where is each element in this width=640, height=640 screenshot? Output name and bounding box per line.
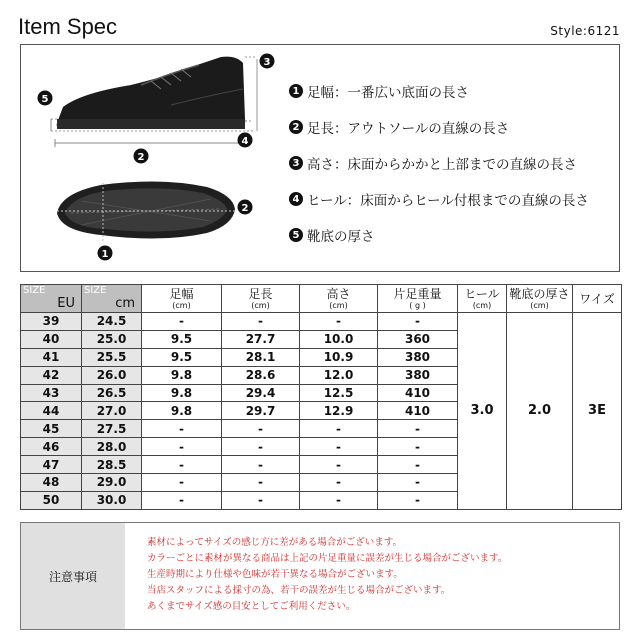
sole-cell: 2.0 <box>507 313 573 510</box>
marker-number: 1 <box>101 249 109 260</box>
cm-cell: 27.5 <box>82 420 142 438</box>
number-icon: 3 <box>289 156 303 170</box>
weight-cell: - <box>378 491 458 509</box>
cm-cell: 25.5 <box>82 348 142 366</box>
wise-cell: 3E <box>573 313 622 510</box>
width-cell: 9.5 <box>142 330 222 348</box>
cm-header: SIZE cm <box>82 285 142 313</box>
height-cell: 12.5 <box>300 384 378 402</box>
cm-cell: 28.0 <box>82 438 142 456</box>
size-table <box>20 284 622 510</box>
number-icon: 1 <box>289 84 303 98</box>
width-cell: 9.8 <box>142 366 222 384</box>
legend-text: ヒール：床面からヒール付根までの直線の長さ <box>307 193 589 209</box>
number-icon: 4 <box>289 192 303 206</box>
height-cell: 12.9 <box>300 402 378 420</box>
shoe-sole-view-icon <box>57 181 235 238</box>
legend-item <box>289 73 619 109</box>
marker-4-icon <box>238 133 253 148</box>
eu-cell: 48 <box>21 474 82 492</box>
width-cell: - <box>142 313 222 331</box>
legend-item <box>289 181 619 217</box>
width-cell: - <box>142 456 222 474</box>
height-cell: - <box>300 474 378 492</box>
width-cell: - <box>142 438 222 456</box>
notes-box <box>20 522 620 630</box>
eu-cell: 50 <box>21 491 82 509</box>
eu-cell: 43 <box>21 384 82 402</box>
cm-cell: 30.0 <box>82 491 142 509</box>
height-cell: - <box>300 491 378 509</box>
note-line: 当店スタッフによる採寸の為、若干の誤差が生じる場合がございます。 <box>147 585 451 596</box>
table-row <box>21 313 622 331</box>
note-line: カラーごとに素材が異なる商品は上記の片足重量に誤差が生じる場合がございます。 <box>147 553 508 564</box>
eu-cell: 39 <box>21 313 82 331</box>
height-cell: - <box>300 438 378 456</box>
width-cell: - <box>142 474 222 492</box>
height-cell: 12.0 <box>300 366 378 384</box>
notes-text <box>125 523 619 629</box>
shoe-diagram <box>21 45 301 273</box>
shoe-side-view-icon <box>57 57 246 129</box>
eu-cell: 40 <box>21 330 82 348</box>
legend-item <box>289 217 619 253</box>
width-cell: 9.8 <box>142 384 222 402</box>
eu-cell: 46 <box>21 438 82 456</box>
eu-cell: 47 <box>21 456 82 474</box>
notes-label: 注意事項 <box>21 523 125 629</box>
weight-cell: - <box>378 313 458 331</box>
weight-cell: 380 <box>378 366 458 384</box>
legend-text: 足幅：一番広い底面の長さ <box>307 85 469 101</box>
weight-cell: 410 <box>378 384 458 402</box>
cm-cell: 27.0 <box>82 402 142 420</box>
weight-cell: - <box>378 438 458 456</box>
width-cell: - <box>142 491 222 509</box>
legend-text: 高さ：床面からかかと上部までの直線の長さ <box>307 157 577 173</box>
eu-cell: 42 <box>21 366 82 384</box>
length-cell: - <box>222 420 300 438</box>
width-cell: - <box>142 420 222 438</box>
legend-item <box>289 145 619 181</box>
marker-2b-icon <box>238 200 253 215</box>
spec-diagram-box <box>20 44 620 272</box>
eu-cell: 45 <box>21 420 82 438</box>
marker-2-icon <box>134 149 149 164</box>
eu-cell: 41 <box>21 348 82 366</box>
marker-5-icon <box>38 91 53 106</box>
weight-cell: - <box>378 420 458 438</box>
weight-header: 片足重量 ( g ) <box>378 285 458 313</box>
height-cell: - <box>300 420 378 438</box>
legend-text: 靴底の厚さ <box>307 229 375 245</box>
sole-header: 靴底の厚さ (cm) <box>507 285 573 313</box>
height-cell: 10.9 <box>300 348 378 366</box>
cm-cell: 24.5 <box>82 313 142 331</box>
heel-header: ヒール (cm) <box>458 285 507 313</box>
wise-header: ワイズ <box>573 285 622 313</box>
marker-3-icon <box>260 54 275 69</box>
note-line: 素材によってサイズの感じ方に差がある場合がございます。 <box>147 537 402 548</box>
note-line: あくまでサイズ感の目安としてご利用ください。 <box>147 601 356 612</box>
length-cell: 28.6 <box>222 366 300 384</box>
length-cell: 29.7 <box>222 402 300 420</box>
length-cell: - <box>222 438 300 456</box>
weight-cell: - <box>378 456 458 474</box>
page-title: Item Spec <box>18 14 118 39</box>
cm-cell: 25.0 <box>82 330 142 348</box>
width-cell: 9.8 <box>142 402 222 420</box>
style-code: Style:6121 <box>550 24 620 38</box>
width-cell: 9.5 <box>142 348 222 366</box>
height-header: 高さ (cm) <box>300 285 378 313</box>
length-cell: 29.4 <box>222 384 300 402</box>
marker-number: 4 <box>241 136 249 147</box>
length-cell: 28.1 <box>222 348 300 366</box>
length-cell: - <box>222 474 300 492</box>
eu-cell: 44 <box>21 402 82 420</box>
length-cell: - <box>222 491 300 509</box>
marker-number: 2 <box>137 152 145 163</box>
heel-cell: 3.0 <box>458 313 507 510</box>
note-line: 生産時期により仕様や色味が若干異なる場合がございます。 <box>147 569 403 580</box>
marker-1-icon <box>98 246 113 261</box>
cm-cell: 28.5 <box>82 456 142 474</box>
length-cell: 27.7 <box>222 330 300 348</box>
length-cell: - <box>222 456 300 474</box>
weight-cell: 380 <box>378 348 458 366</box>
height-cell: 10.0 <box>300 330 378 348</box>
number-icon: 5 <box>289 228 303 242</box>
weight-cell: - <box>378 474 458 492</box>
height-cell: - <box>300 313 378 331</box>
cm-cell: 29.0 <box>82 474 142 492</box>
length-cell: - <box>222 313 300 331</box>
cm-cell: 26.0 <box>82 366 142 384</box>
measurement-legend <box>289 73 619 253</box>
eu-header: SIZE EU <box>21 285 82 313</box>
cm-cell: 26.5 <box>82 384 142 402</box>
number-icon: 2 <box>289 120 303 134</box>
marker-number: 3 <box>263 57 271 68</box>
marker-number: 5 <box>41 94 49 105</box>
legend-text: 足長：アウトソールの直線の長さ <box>307 121 510 137</box>
width-header: 足幅 (cm) <box>142 285 222 313</box>
height-cell: - <box>300 456 378 474</box>
legend-item <box>289 109 619 145</box>
weight-cell: 410 <box>378 402 458 420</box>
length-header: 足長 (cm) <box>222 285 300 313</box>
weight-cell: 360 <box>378 330 458 348</box>
marker-number: 2 <box>241 203 249 214</box>
table-header-row <box>21 285 622 313</box>
